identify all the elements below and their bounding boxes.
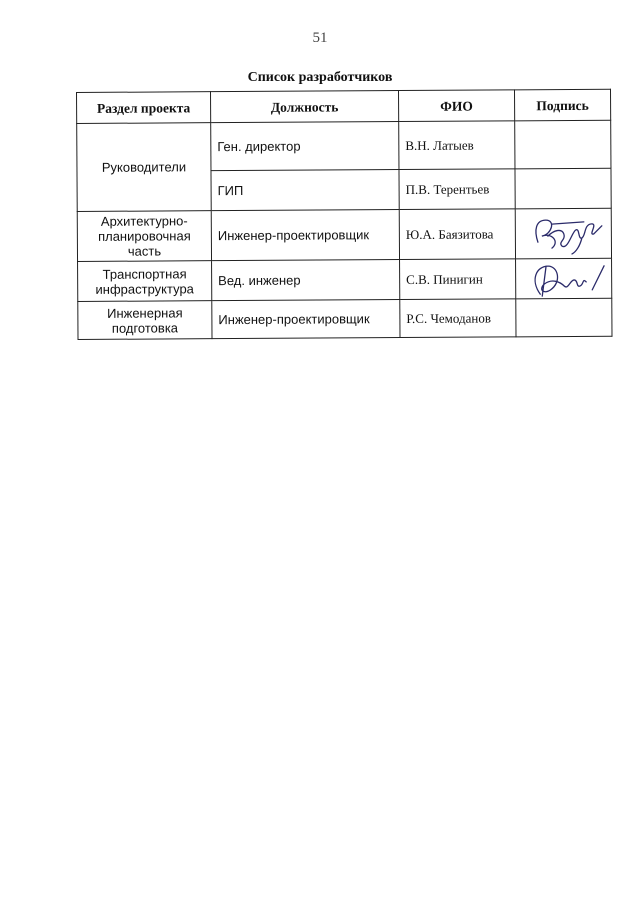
position-cell: ГИП [211, 170, 399, 211]
signature-cell [516, 258, 612, 299]
table-row [78, 258, 612, 301]
signature-baiazitova-icon [522, 211, 612, 256]
header-signature: Подпись [514, 89, 610, 121]
section-name: Транспортная инфраструктура [78, 261, 212, 302]
signature-cell [515, 120, 611, 169]
signature-cell [516, 298, 612, 337]
table-row [77, 120, 611, 171]
header-position: Должность [211, 91, 399, 123]
position-cell: Инженер-проектировщик [212, 300, 400, 339]
fio-cell: П.В. Терентьев [399, 169, 515, 210]
document-title: Список разработчиков [247, 70, 393, 85]
section-name: Руководители [77, 123, 212, 212]
section-name: Инженерная подготовка [78, 301, 212, 340]
position-cell: Инженер-проектировщик [211, 210, 399, 261]
section-name: Архитектурно-планировочная часть [77, 211, 211, 262]
signature-cell [515, 168, 611, 209]
header-section: Раздел проекта [77, 92, 211, 124]
table-row [78, 298, 612, 339]
position-cell: Ген. директор [211, 122, 399, 171]
page-number: 51 [312, 30, 328, 46]
position-cell: Вед. инженер [212, 260, 400, 301]
signature-cell [515, 208, 611, 259]
table-header-row [77, 89, 611, 123]
fio-cell: В.Н. Латыев [399, 121, 515, 170]
signature-pinigin-icon [522, 259, 612, 298]
fio-cell: Ю.А. Баязитова [399, 209, 515, 260]
developers-table [76, 89, 613, 340]
fio-cell: Р.С. Чемоданов [400, 299, 516, 338]
table-row [77, 208, 611, 261]
fio-cell: С.В. Пинигин [400, 259, 516, 300]
header-fio: ФИО [398, 90, 514, 122]
